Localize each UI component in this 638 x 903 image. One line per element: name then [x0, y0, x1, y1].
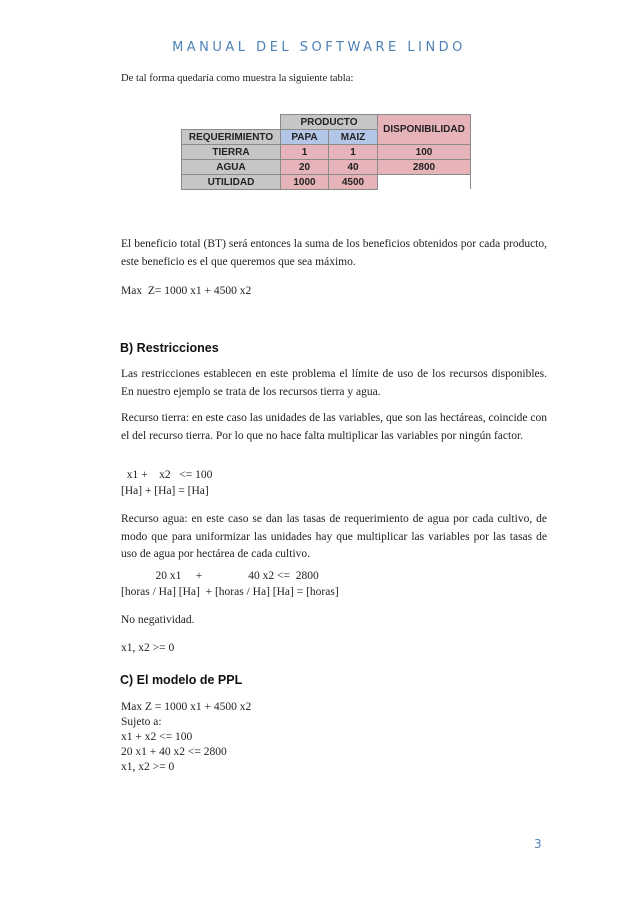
model-line: x1, x2 >= 0 [121, 761, 175, 773]
maiz-cell: 4500 [329, 175, 378, 190]
no-negatividad-label: No negatividad. [121, 614, 195, 626]
restricciones-paragraph: Las restricciones establecen en este problema el límite de uso de los recursos disponibles. En nuestro ejemplo se trata de los recursos tierra y agua. [121, 368, 547, 398]
disp-cell: 2800 [378, 160, 471, 175]
benefit-paragraph: El beneficio total (BT) será entonces la suma de los beneficios obtenidos por cada producto, este beneficio es el que queremos que sea máximo. [121, 238, 547, 268]
empty-corner [182, 115, 281, 130]
disponibilidad-header: DISPONIBILIDAD [378, 115, 471, 145]
page-number: 3 [534, 837, 542, 851]
document-header: MANUAL DEL SOFTWARE LINDO [172, 40, 466, 55]
papa-header: PAPA [281, 130, 329, 145]
requerimiento-header: REQUERIMIENTO [182, 130, 281, 145]
agua-equation: 20 x1 + 40 x2 <= 2800 [121, 570, 319, 582]
table-row [182, 175, 471, 190]
maiz-cell: 1 [329, 145, 378, 160]
agua-units: [horas / Ha] [Ha] + [horas / Ha] [Ha] = [horas] [121, 586, 339, 598]
section-b-title: B) Restricciones [120, 341, 219, 355]
row-label: TIERRA [182, 145, 281, 160]
max-equation: Max Z= 1000 x1 + 4500 x2 [121, 285, 252, 297]
recurso-agua-paragraph: Recurso agua: en este caso se dan las tasas de requerimiento de agua por cada cultivo, de modo que para uniformizar las unidades hay que multiplicar las variables por las tasas de uso de agua por hectárea de cada cultivo. [121, 513, 547, 560]
table-row [182, 160, 471, 175]
papa-cell: 20 [281, 160, 329, 175]
section-c-title: C) El modelo de PPL [120, 673, 243, 687]
no-negatividad-equation: x1, x2 >= 0 [121, 642, 175, 654]
model-line: Sujeto a: [121, 716, 162, 728]
producto-header: PRODUCTO [281, 115, 378, 130]
tierra-units: [Ha] + [Ha] = [Ha] [121, 485, 209, 497]
product-table [181, 114, 471, 190]
papa-cell: 1000 [281, 175, 329, 190]
tierra-equation: x1 + x2 <= 100 [121, 469, 213, 481]
recurso-tierra-paragraph: Recurso tierra: en este caso las unidades de las variables, que son las hectáreas, coincide con el del recurso tierra. Por lo que no hace falta multiplicar las variables por ningún factor. [121, 412, 547, 442]
row-label: AGUA [182, 160, 281, 175]
papa-cell: 1 [281, 145, 329, 160]
model-line: Max Z = 1000 x1 + 4500 x2 [121, 701, 252, 713]
table-row [182, 145, 471, 160]
intro-text: De tal forma quedaría como muestra la siguiente tabla: [121, 73, 354, 84]
model-line: x1 + x2 <= 100 [121, 731, 193, 743]
maiz-cell: 40 [329, 160, 378, 175]
disp-cell: 100 [378, 145, 471, 160]
row-label: UTILIDAD [182, 175, 281, 190]
disp-cell [378, 175, 471, 190]
model-line: 20 x1 + 40 x2 <= 2800 [121, 746, 227, 758]
maiz-header: MAIZ [329, 130, 378, 145]
